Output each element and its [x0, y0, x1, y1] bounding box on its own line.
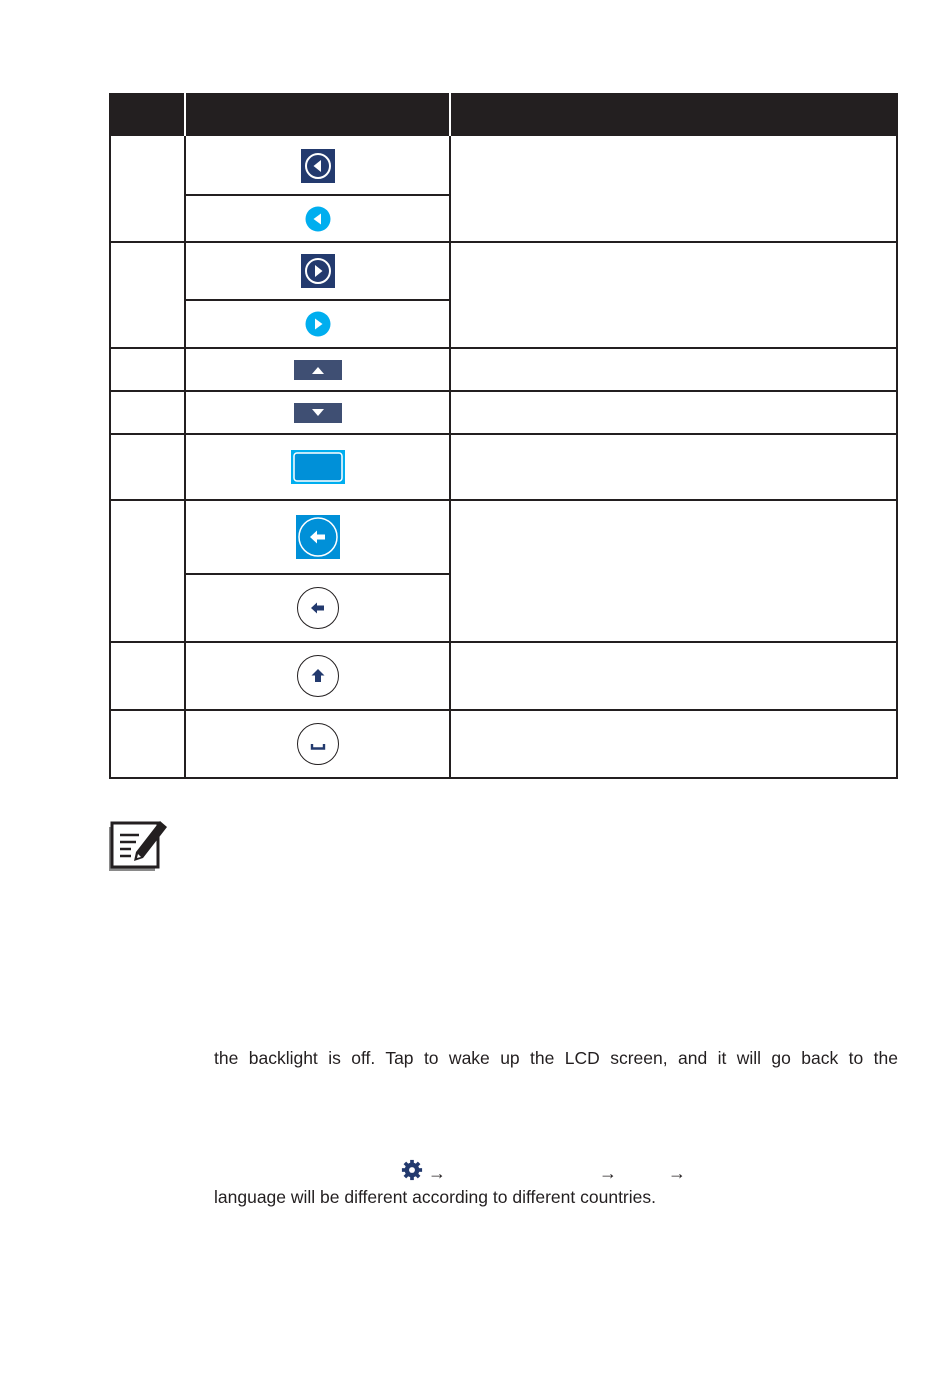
space-icon[interactable]: [296, 722, 340, 766]
table-header: [109, 93, 898, 136]
backspace-icon[interactable]: [296, 586, 340, 630]
note-pencil-icon: [108, 818, 168, 872]
key-description-table: [109, 93, 898, 779]
table-row: [185, 575, 450, 641]
gear-icon: [401, 1159, 423, 1181]
header-divider: [449, 93, 451, 136]
circle-right-arrow-icon[interactable]: [305, 311, 331, 337]
shift-icon[interactable]: [296, 654, 340, 698]
table-row: [185, 138, 450, 194]
note-text-line: language will be different according to different countries.: [214, 1187, 656, 1207]
table-row: [185, 392, 450, 433]
blue-rectangle-button-icon[interactable]: [291, 450, 345, 484]
table-row: [185, 711, 450, 777]
arrow-symbol: →: [599, 1163, 617, 1183]
note-text-line: the backlight is off. Tap to wake up the LCD screen, and it will go back to the: [214, 1048, 898, 1068]
table-border-right: [896, 136, 898, 779]
table-row: [185, 501, 450, 573]
down-arrow-button-icon[interactable]: [294, 403, 342, 423]
table-row: [185, 349, 450, 390]
table-row: [185, 196, 450, 241]
table-row: [185, 643, 450, 709]
table-row: [185, 301, 450, 347]
circle-right-arrow-icon[interactable]: [301, 254, 335, 288]
arrow-symbol: →: [428, 1163, 446, 1183]
table-border-bottom: [109, 777, 898, 779]
circle-left-arrow-icon[interactable]: [305, 206, 331, 232]
backspace-icon[interactable]: [296, 515, 340, 559]
circle-left-arrow-icon[interactable]: [301, 149, 335, 183]
table-row: [185, 243, 450, 299]
header-divider: [184, 93, 186, 136]
up-arrow-button-icon[interactable]: [294, 360, 342, 380]
table-border-left: [109, 136, 111, 779]
arrow-symbol: →: [668, 1163, 686, 1183]
table-row: [185, 435, 450, 499]
